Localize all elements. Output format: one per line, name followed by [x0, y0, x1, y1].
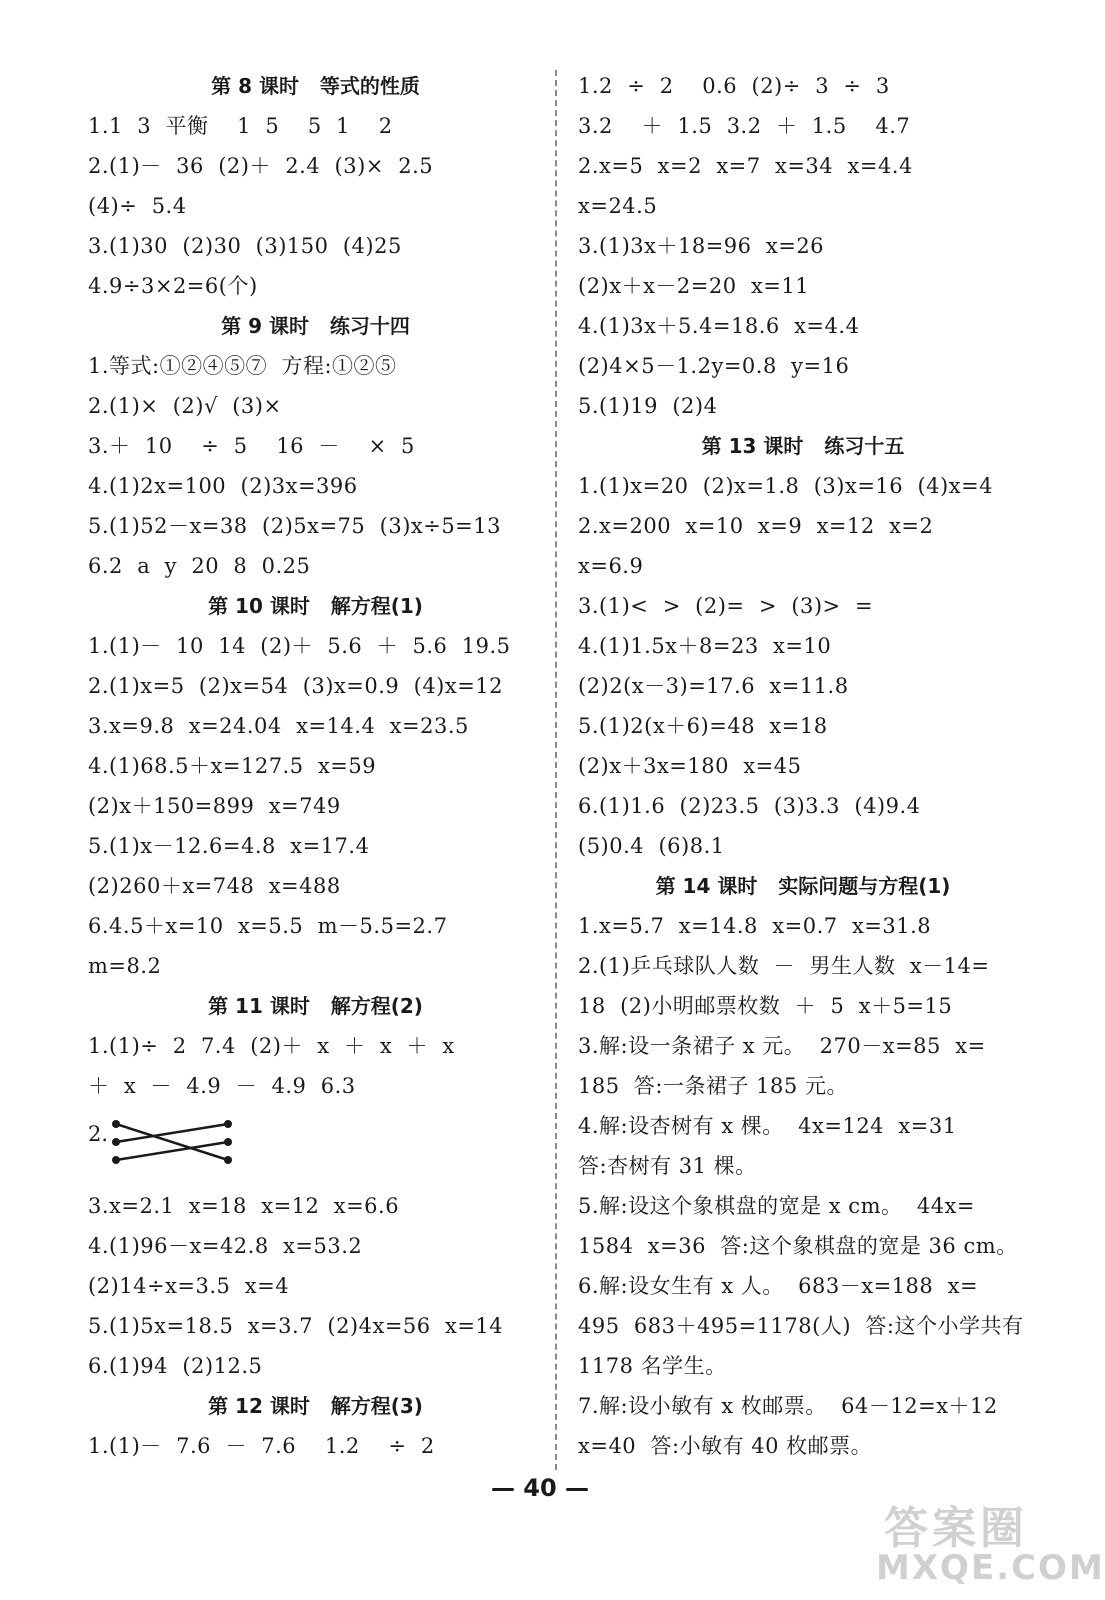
answer-line: (2)14÷x=3.5 x=4 [88, 1274, 290, 1298]
answer-line: 6.解:设女生有 x 人。 683－x=188 x= [578, 1274, 979, 1298]
answer-line: 2.(1)x=5 (2)x=54 (3)x=0.9 (4)x=12 [88, 674, 504, 698]
section-heading: 第 13 课时 练习十五 [701, 434, 905, 458]
answer-line: 1.(1)－ 7.6 － 7.6 1.2 ÷ 2 [88, 1434, 435, 1458]
answer-line: 1.2 ÷ 2 0.6 (2)÷ 3 ÷ 3 [578, 74, 890, 98]
matching-diagram [88, 1106, 543, 1186]
connector-dot [112, 1120, 120, 1128]
connector-dot [112, 1156, 120, 1164]
answer-line: 185 答:一条裙子 185 元。 [578, 1074, 848, 1098]
answer-line: 1.(1)x=20 (2)x=1.8 (3)x=16 (4)x=4 [578, 474, 994, 498]
section-heading: 第 12 课时 解方程(3) [208, 1394, 423, 1418]
answer-line: 1.(1)－ 10 14 (2)＋ 5.6 ＋ 5.6 19.5 [88, 634, 511, 658]
answer-line: 3.解:设一条裙子 x 元。 270－x=85 x= [578, 1034, 986, 1058]
watermark-url: MXQE.COM [876, 1548, 1105, 1588]
question-number: 2. [88, 1122, 109, 1146]
connector-line [116, 1124, 228, 1142]
answer-line: 4.(1)1.5x＋8=23 x=10 [578, 634, 832, 658]
answer-line: 6.4.5＋x=10 x=5.5 m－5.5=2.7 [88, 914, 448, 938]
connector-line [116, 1124, 228, 1160]
answer-line: 1584 x=36 答:这个象棋盘的宽是 36 cm。 [578, 1234, 1018, 1258]
connector-dot [224, 1156, 232, 1164]
answer-line: 6.2 a y 20 8 0.25 [88, 554, 311, 578]
watermark-text: 答案圈 [884, 1503, 1028, 1554]
connector-dot [112, 1138, 120, 1146]
matching-lines [88, 1106, 248, 1186]
answer-line: 5.(1)5x=18.5 x=3.7 (2)4x=56 x=14 [88, 1314, 504, 1338]
answer-line: 4.(1)3x＋5.4=18.6 x=4.4 [578, 314, 860, 338]
section-heading: 第 14 课时 实际问题与方程(1) [655, 874, 951, 898]
answer-line: ＋ x － 4.9 － 4.9 6.3 [88, 1074, 356, 1098]
right-column [578, 66, 1028, 1466]
answer-line: 1178 名学生。 [578, 1354, 727, 1378]
answer-line: m=8.2 [88, 954, 162, 978]
answer-line: (5)0.4 (6)8.1 [578, 834, 725, 858]
answer-line: 5.(1)x－12.6=4.8 x=17.4 [88, 834, 370, 858]
answer-line: 1.(1)÷ 2 7.4 (2)＋ x ＋ x ＋ x [88, 1034, 455, 1058]
left-column [88, 66, 543, 1466]
answer-line: (2)2(x－3)=17.6 x=11.8 [578, 674, 849, 698]
answer-line: (2)260＋x=748 x=488 [88, 874, 341, 898]
answer-line: 3.＋ 10 ÷ 5 16 － × 5 [88, 434, 415, 458]
answer-line: 答:杏树有 31 棵。 [578, 1154, 757, 1178]
answer-line: (2)x＋3x=180 x=45 [578, 754, 802, 778]
column-divider [555, 70, 557, 1470]
section-heading: 第 10 课时 解方程(1) [208, 594, 423, 618]
answer-line: 4.解:设杏树有 x 棵。 4x=124 x=31 [578, 1114, 957, 1138]
answer-line: 5.(1)19 (2)4 [578, 394, 718, 418]
answer-line: 3.(1)< > (2)= > (3)> = [578, 594, 874, 618]
answer-line: 1.x=5.7 x=14.8 x=0.7 x=31.8 [578, 914, 932, 938]
answer-line: 7.解:设小敏有 x 枚邮票。 64－12=x＋12 [578, 1394, 998, 1418]
answer-line: 2.x=200 x=10 x=9 x=12 x=2 [578, 514, 934, 538]
answer-line: 3.x=9.8 x=24.04 x=14.4 x=23.5 [88, 714, 469, 738]
section-heading: 第 11 课时 解方程(2) [208, 994, 423, 1018]
answer-line: 5.解:设这个象棋盘的宽是 x cm。 44x= [578, 1194, 975, 1218]
answer-line: 3.2 ＋ 1.5 3.2 ＋ 1.5 4.7 [578, 114, 911, 138]
answer-line: 4.(1)2x=100 (2)3x=396 [88, 474, 358, 498]
answer-line: x=6.9 [578, 554, 644, 578]
page-number: — 40 — [490, 1474, 590, 1502]
answer-line: 6.(1)94 (2)12.5 [88, 1354, 263, 1378]
answer-line: 4.(1)68.5＋x=127.5 x=59 [88, 754, 377, 778]
answer-line: 5.(1)2(x＋6)=48 x=18 [578, 714, 828, 738]
connector-line [116, 1142, 228, 1160]
answer-line: 6.(1)1.6 (2)23.5 (3)3.3 (4)9.4 [578, 794, 921, 818]
answer-line: 2.(1)乒乓球队人数 － 男生人数 x－14= [578, 954, 990, 978]
answer-line: (2)x＋150=899 x=749 [88, 794, 341, 818]
answer-line: 3.(1)3x＋18=96 x=26 [578, 234, 825, 258]
answer-line: 3.x=2.1 x=18 x=12 x=6.6 [88, 1194, 400, 1218]
answer-line: 2.(1)－ 36 (2)＋ 2.4 (3)× 2.5 [88, 154, 434, 178]
answer-line: 1.1 3 平衡 1 5 5 1 2 [88, 114, 393, 138]
answer-line: 4.9÷3×2=6(个) [88, 274, 258, 298]
answer-line: (4)÷ 5.4 [88, 194, 187, 218]
answer-line: x=40 答:小敏有 40 枚邮票。 [578, 1434, 873, 1458]
answer-line: (2)4×5－1.2y=0.8 y=16 [578, 354, 850, 378]
connector-dot [224, 1138, 232, 1146]
watermark-logo [872, 1492, 1105, 1592]
answer-line: 5.(1)52－x=38 (2)5x=75 (3)x÷5=13 [88, 514, 501, 538]
connector-dot [224, 1120, 232, 1128]
answer-line: 3.(1)30 (2)30 (3)150 (4)25 [88, 234, 402, 258]
answer-line: 18 (2)小明邮票枚数 ＋ 5 x＋5=15 [578, 994, 953, 1018]
section-heading: 第 8 课时 等式的性质 [211, 74, 420, 98]
answer-line: 4.(1)96－x=42.8 x=53.2 [88, 1234, 363, 1258]
answer-line: x=24.5 [578, 194, 658, 218]
answer-line: (2)x＋x－2=20 x=11 [578, 274, 810, 298]
answer-line: 2.(1)× (2)√ (3)× [88, 394, 282, 418]
answer-line: 495 683＋495=1178(人) 答:这个小学共有 [578, 1314, 1024, 1338]
answer-line: 1.等式:①②④⑤⑦ 方程:①②⑤ [88, 354, 397, 378]
section-heading: 第 9 课时 练习十四 [221, 314, 410, 338]
answer-line: 2.x=5 x=2 x=7 x=34 x=4.4 [578, 154, 913, 178]
